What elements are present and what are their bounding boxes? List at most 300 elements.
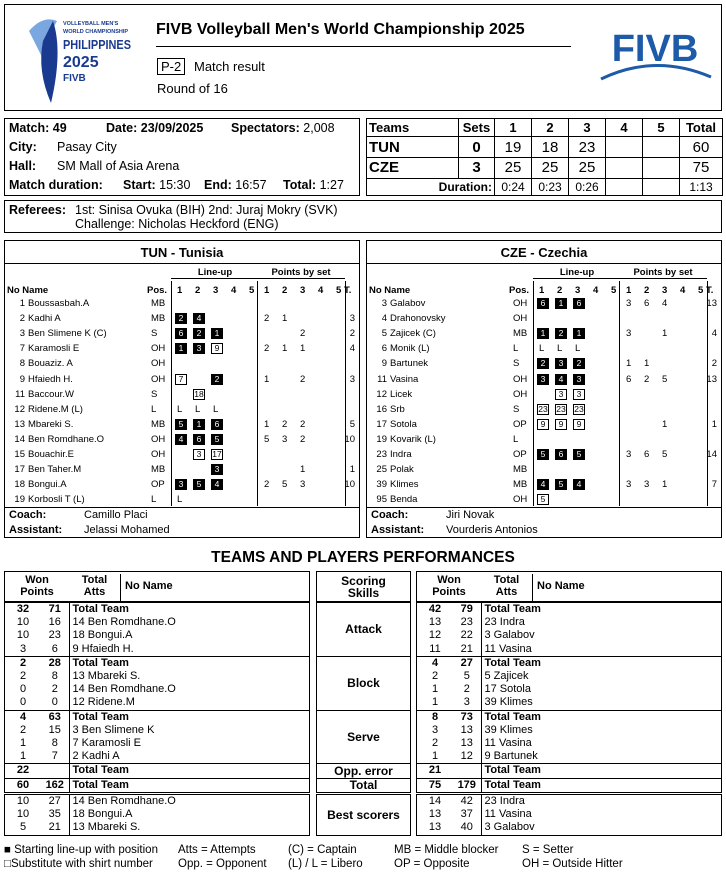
performance-row — [5, 603, 309, 616]
col-sets: Sets — [459, 119, 495, 137]
substitute-box: 9 — [211, 343, 223, 354]
header — [4, 4, 722, 111]
player-position: OH — [151, 373, 166, 385]
won-points: 1 — [431, 683, 439, 696]
set-duration — [606, 178, 643, 195]
player-row — [5, 447, 359, 462]
performance-row — [417, 616, 721, 629]
player-label: 9 Hfaiedh H. — [72, 642, 134, 655]
player-name: Hfaiedh H. — [28, 373, 73, 385]
player-number: 12 — [14, 403, 25, 415]
starting-position-box: 6 — [211, 419, 223, 430]
player-position: MB — [513, 479, 528, 491]
won-points: 13 — [428, 821, 442, 834]
coach-label: Coach: — [371, 509, 409, 521]
total-attempts: 8 — [41, 670, 69, 683]
player-label: 3 Galabov — [484, 629, 535, 642]
player-label: 18 Bongui.A — [72, 629, 133, 642]
team-box-cze — [366, 240, 722, 538]
player-number: 19 — [376, 433, 387, 445]
player-label: 13 Mbareki S. — [72, 670, 141, 682]
header-won-points: Won Points — [432, 574, 466, 598]
player-row — [367, 296, 721, 311]
set-points: 5 — [282, 479, 288, 491]
player-position: OH — [151, 358, 166, 370]
logo-text-line4: 2025 — [63, 54, 99, 71]
player-number: 16 — [376, 403, 387, 415]
won-points: 3 — [19, 642, 27, 655]
col-points-set: 5 — [336, 285, 342, 296]
player-position: MB — [513, 328, 528, 340]
total-points: 4 — [349, 343, 355, 355]
libero-marker: L — [177, 403, 183, 415]
total-points: 3 — [349, 373, 355, 385]
player-label: 3 Galabov — [484, 821, 535, 834]
legend-item: S = Setter — [522, 844, 574, 856]
set-points: 2 — [264, 343, 270, 355]
svg-text:FIVB: FIVB — [611, 28, 699, 70]
substitute-box: 9 — [537, 419, 549, 430]
player-row — [5, 311, 359, 326]
player-name: Indra — [390, 449, 412, 460]
won-points: 13 — [428, 616, 442, 629]
col-set3: 3 — [569, 119, 606, 137]
set-score: 23 — [569, 137, 606, 158]
player-name: Ben Taher.M — [28, 464, 82, 476]
won-points: 1 — [431, 750, 439, 763]
points-header: Points by set — [257, 267, 345, 279]
set-score: 18 — [532, 137, 569, 158]
col-points-set: 1 — [264, 285, 270, 296]
performance-row — [417, 643, 721, 656]
column-divider — [533, 281, 534, 506]
starting-position-box: 1 — [193, 419, 205, 430]
starting-position-box: 5 — [537, 449, 549, 460]
won-points: 4 — [431, 656, 439, 669]
performance-table — [4, 778, 310, 793]
libero-marker: L — [177, 494, 183, 506]
set-points: 1 — [264, 418, 270, 430]
total-attempts: 13 — [453, 724, 481, 737]
won-points: 10 — [16, 808, 30, 821]
legend-item: OH = Outside Hitter — [522, 858, 623, 870]
won-points: 1 — [19, 737, 27, 749]
col-total: T. — [706, 285, 714, 296]
performance-header — [4, 571, 310, 602]
starting-position-box: 3 — [175, 479, 187, 490]
set-points: 2 — [264, 313, 270, 325]
player-position: L — [151, 403, 157, 415]
total-label: Total — [316, 778, 411, 793]
set-points: 1 — [282, 343, 288, 355]
set-score — [606, 137, 643, 158]
player-label: Total Team — [484, 656, 541, 669]
player-number: 17 — [14, 464, 25, 476]
set-points: 1 — [662, 479, 668, 491]
player-number: 11 — [377, 373, 387, 385]
player-number: 14 — [14, 433, 25, 445]
won-points: 4 — [19, 710, 27, 723]
total-attempts: 21 — [453, 643, 481, 656]
team-box-tun — [4, 240, 360, 538]
player-number: 25 — [376, 464, 387, 476]
assistant-line — [9, 524, 170, 536]
col-lineup-set: 1 — [539, 285, 545, 296]
sets-won: 0 — [459, 137, 495, 158]
total-attempts: 7 — [41, 750, 69, 763]
starting-position-box: 2 — [193, 328, 205, 339]
set-points: 1 — [300, 464, 306, 476]
won-points: 12 — [428, 629, 442, 642]
performance-table — [416, 602, 722, 657]
total-attempts: 79 — [453, 603, 481, 616]
header-total-atts: Total Atts — [481, 574, 533, 601]
player-label: 23 Indra — [484, 616, 525, 629]
player-name: Kadhi A — [28, 313, 61, 325]
starting-position-box: 6 — [555, 449, 567, 460]
col-lineup-set: 1 — [177, 285, 183, 296]
player-row — [367, 477, 721, 492]
substitute-box: 9 — [573, 419, 585, 430]
total-attempts: 35 — [41, 808, 69, 821]
legend-item: ■ Starting line-up with position — [4, 844, 158, 856]
set-duration: 0:23 — [532, 178, 569, 195]
hall-value: SM Mall of Asia Arena — [57, 159, 180, 173]
performance-table — [4, 710, 310, 765]
player-name: Zajicek (C) — [390, 328, 436, 340]
performance-row — [5, 711, 309, 724]
total-attempts: 27 — [453, 657, 481, 670]
total-points: 13 — [706, 373, 717, 385]
starting-position-box: 3 — [193, 343, 205, 354]
player-name: Srb — [390, 403, 405, 415]
performance-row — [417, 795, 721, 808]
performance-table — [416, 656, 722, 711]
set-points: 5 — [662, 449, 668, 460]
starting-position-box: 1 — [211, 328, 223, 339]
score-row-tun — [367, 137, 723, 158]
won-points: 2 — [19, 656, 27, 669]
col-teams: Teams — [367, 119, 459, 137]
player-name: Bouaziz. A — [28, 358, 73, 370]
match-date: 23/09/2025 — [140, 121, 204, 135]
set-points: 4 — [662, 298, 668, 309]
player-row — [5, 402, 359, 417]
starting-position-box: 2 — [537, 358, 549, 369]
starting-position-box: 4 — [555, 374, 567, 385]
spectators-label: Spectators: — [231, 121, 300, 135]
player-row — [367, 402, 721, 417]
player-label: 13 Mbareki S. — [72, 821, 141, 834]
total-points: 10 — [344, 479, 355, 491]
coach-name: Jiri Novak — [446, 509, 495, 521]
set-points: 2 — [300, 328, 306, 340]
player-label: 2 Kadhi A — [72, 750, 120, 763]
player-position: L — [513, 343, 519, 355]
player-position: OH — [513, 373, 528, 385]
total-score: 75 — [680, 158, 723, 179]
total-points: 3 — [349, 313, 355, 325]
logo-text-line1: VOLLEYBALL MEN'S — [63, 21, 119, 27]
performance-row — [417, 808, 721, 821]
total-attempts: 162 — [41, 779, 69, 792]
total-attempts: 8 — [41, 737, 69, 750]
player-name: Kovarik (L) — [390, 433, 436, 445]
set-score: 25 — [532, 158, 569, 179]
total-duration: 1:13 — [680, 178, 723, 195]
player-label: 39 Klimes — [484, 696, 533, 709]
performance-row — [417, 657, 721, 670]
total-attempts: 21 — [41, 821, 69, 834]
player-name: Vasina — [390, 373, 419, 385]
player-name: Korbosli T (L) — [28, 494, 85, 506]
starting-position-box: 6 — [537, 298, 549, 309]
total-attempts: 5 — [453, 670, 481, 683]
duration-label: Match duration: — [9, 178, 103, 192]
performance-row — [5, 696, 309, 709]
player-row — [367, 462, 721, 477]
coach-line — [9, 509, 148, 521]
player-number: 13 — [14, 418, 25, 430]
player-position: OH — [151, 449, 166, 460]
sets-won: 3 — [459, 158, 495, 179]
performance-row — [5, 657, 309, 670]
won-points: 21 — [428, 764, 442, 777]
col-lineup-set: 5 — [249, 285, 255, 296]
player-name: Galabov — [390, 298, 426, 309]
player-name: Drahonovsky — [390, 313, 446, 325]
col-points-set: 4 — [318, 285, 324, 296]
total-attempts: 12 — [453, 750, 481, 763]
set-duration — [643, 178, 680, 195]
total-points: 10 — [344, 433, 355, 445]
substitute-box: 3 — [193, 449, 205, 460]
set-points: 2 — [264, 479, 270, 491]
coach-label: Coach: — [9, 509, 47, 521]
set-points: 3 — [626, 449, 632, 460]
starting-position-box: 5 — [211, 434, 223, 445]
starting-position-box: 4 — [193, 313, 205, 324]
team-code: CZE — [367, 158, 459, 179]
set-points: 2 — [282, 418, 288, 430]
player-label: 23 Indra — [484, 795, 525, 807]
score-table — [366, 118, 723, 196]
player-number: 23 — [376, 449, 387, 460]
column-divider — [345, 281, 346, 506]
col-no-name: No Name — [369, 285, 411, 296]
player-row — [5, 387, 359, 402]
start-label: Start: — [123, 178, 156, 192]
total-points: 14 — [706, 449, 717, 460]
total-attempts: 28 — [41, 657, 69, 670]
total-attempts — [41, 764, 69, 777]
player-label: 14 Ben Romdhane.O — [72, 616, 176, 629]
performance-row — [5, 616, 309, 629]
won-points: 32 — [16, 603, 30, 615]
col-total: T. — [344, 285, 352, 296]
substitute-box: 7 — [175, 374, 187, 385]
player-position: S — [513, 403, 520, 415]
player-name: Boussasbah.A — [28, 298, 90, 309]
player-label: Total Team — [72, 778, 129, 791]
player-position: L — [151, 494, 157, 506]
performance-row — [5, 821, 309, 834]
performance-row — [5, 629, 309, 642]
player-row — [5, 372, 359, 387]
set-points: 2 — [300, 373, 306, 385]
player-label: 14 Ben Romdhane.O — [72, 795, 176, 807]
points-header: Points by set — [619, 267, 707, 279]
libero-marker: L — [213, 403, 219, 415]
header-total-atts: Total Atts — [69, 574, 121, 601]
player-name: Bartunek — [390, 358, 429, 370]
performance-row — [417, 696, 721, 709]
set-points: 3 — [626, 328, 632, 340]
set-score — [606, 158, 643, 179]
set-points: 3 — [626, 298, 632, 309]
championship-logo — [23, 11, 133, 107]
title-divider — [156, 46, 571, 47]
lineup-header: Line-up — [533, 267, 621, 279]
total-attempts: 16 — [41, 616, 69, 629]
col-points-set: 2 — [644, 285, 650, 296]
column-divider — [707, 281, 708, 506]
performance-row — [5, 670, 309, 683]
col-set2: 2 — [532, 119, 569, 137]
team-divider — [5, 263, 359, 264]
starting-position-box: 3 — [573, 374, 585, 385]
total-attempts: 23 — [41, 629, 69, 642]
col-lineup-set: 2 — [557, 285, 563, 296]
total-score: 60 — [680, 137, 723, 158]
city-value: Pasay City — [57, 140, 117, 154]
won-points: 2 — [19, 670, 27, 682]
player-label: 7 Karamosli E — [72, 737, 141, 749]
starting-position-box: 4 — [537, 479, 549, 490]
won-points: 10 — [16, 629, 30, 642]
total-points: 13 — [706, 298, 717, 309]
hall-label: Hall: — [9, 159, 37, 173]
total-attempts: 0 — [41, 696, 69, 709]
total-attempts: 37 — [453, 808, 481, 821]
total-attempts: 27 — [41, 795, 69, 808]
performance-row — [417, 683, 721, 696]
performance-row — [417, 821, 721, 834]
total-attempts: 71 — [41, 603, 69, 616]
total-attempts: 6 — [41, 643, 69, 656]
starting-position-box: 2 — [555, 328, 567, 339]
total-attempts: 42 — [453, 795, 481, 808]
referees-line2: Challenge: Nicholas Heckford (ENG) — [75, 217, 279, 231]
team-title: CZE - Czechia — [500, 245, 588, 260]
performance-row — [5, 643, 309, 656]
col-lineup-set: 3 — [575, 285, 581, 296]
player-number: 39 — [376, 479, 387, 491]
player-row — [5, 432, 359, 447]
player-label: 12 Ridene.M — [72, 696, 135, 709]
total-attempts: 40 — [453, 821, 481, 834]
player-position: S — [151, 328, 158, 340]
starting-position-box: 6 — [573, 298, 585, 309]
logo-text-line3: PHILIPPINES — [63, 37, 132, 52]
assistant-name: Vourderis Antonios — [446, 524, 538, 536]
fivb-logo — [595, 27, 715, 85]
column-divider — [171, 281, 172, 506]
total-time: 1:27 — [319, 178, 344, 192]
col-pos: Pos. — [147, 285, 168, 296]
starting-position-box: 2 — [573, 358, 585, 369]
player-row — [5, 356, 359, 371]
performance-header — [416, 571, 722, 602]
team-title: TUN - Tunisia — [140, 245, 224, 260]
set-duration: 0:24 — [495, 178, 532, 195]
assistant-label: Assistant: — [9, 524, 63, 536]
total-points: 2 — [711, 358, 717, 370]
match-label: Match: — [9, 121, 50, 135]
total-attempts: 2 — [41, 683, 69, 696]
total-attempts: 179 — [453, 779, 481, 792]
performance-title: TEAMS AND PLAYERS PERFORMANCES — [211, 549, 515, 566]
set-score: 19 — [495, 137, 532, 158]
player-row — [367, 492, 721, 507]
match-info — [4, 118, 360, 196]
set-points: 2 — [300, 433, 306, 445]
col-lineup-set: 4 — [231, 285, 237, 296]
coach-divider — [5, 507, 359, 508]
total-points: 7 — [711, 479, 717, 491]
performance-row — [5, 795, 309, 808]
player-number: 3 — [381, 298, 387, 309]
starting-position-box: 1 — [573, 328, 585, 339]
performance-row — [5, 750, 309, 763]
opp-error-label: Opp. error — [316, 763, 411, 778]
starting-position-box: 4 — [211, 479, 223, 490]
total-attempts: 13 — [453, 737, 481, 750]
skill-label-block: Block — [316, 656, 411, 711]
performance-table — [4, 602, 310, 657]
performance-table — [4, 763, 310, 778]
won-points: 5 — [19, 821, 27, 834]
player-row — [5, 462, 359, 477]
substitute-box: 3 — [573, 389, 585, 400]
col-points-set: 4 — [680, 285, 686, 296]
won-points: 1 — [19, 750, 27, 763]
total-attempts: 2 — [453, 683, 481, 696]
player-label: Total Team — [484, 710, 541, 723]
coach-line — [371, 509, 495, 521]
player-name: Sotola — [390, 418, 417, 430]
starting-position-box: 1 — [175, 343, 187, 354]
column-divider — [257, 281, 258, 506]
player-number: 5 — [381, 328, 387, 340]
end-time: 16:57 — [235, 178, 267, 192]
header-no-name: No Name — [537, 580, 585, 592]
duration-row — [367, 178, 723, 195]
set-points: 6 — [626, 373, 632, 385]
player-name: Monik (L) — [390, 343, 430, 355]
set-score — [643, 137, 680, 158]
assistant-line — [371, 524, 538, 536]
player-number: 8 — [19, 358, 25, 370]
starting-position-box: 1 — [555, 298, 567, 309]
match-number: 49 — [52, 121, 67, 135]
logo-text-line2: WORLD CHAMPIONSHIP — [63, 29, 129, 35]
player-label: Total Team — [484, 778, 541, 791]
performance-row — [417, 737, 721, 750]
col-lineup-set: 5 — [611, 285, 617, 296]
player-number: 6 — [381, 343, 387, 355]
starting-position-box: 1 — [537, 328, 549, 339]
